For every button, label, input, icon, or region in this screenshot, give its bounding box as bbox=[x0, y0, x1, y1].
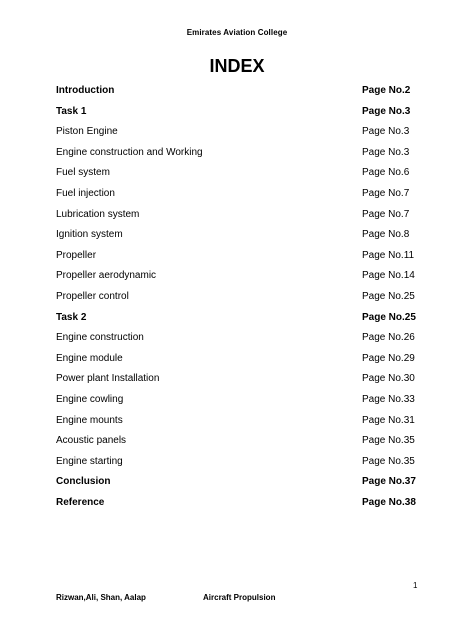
index-entry-page: Page No.37 bbox=[362, 476, 416, 488]
index-entry bbox=[56, 208, 426, 229]
index-entry-label: Engine construction bbox=[56, 332, 144, 344]
index-entry-page: Page No.3 bbox=[362, 146, 410, 158]
index-entry-page: Page No.38 bbox=[362, 496, 416, 508]
index-entry-page: Page No.25 bbox=[362, 290, 415, 302]
index-entry-label: Propeller bbox=[56, 249, 97, 261]
index-entry-label: Engine module bbox=[56, 352, 123, 364]
index-entry-label: Propeller control bbox=[56, 290, 129, 302]
index-entry-page: Page No.8 bbox=[362, 229, 410, 241]
page-number: 1 bbox=[413, 581, 418, 590]
index-entry-page: Page No.3 bbox=[362, 126, 410, 138]
index-entry-page: Page No.2 bbox=[362, 85, 411, 96]
index-entry-page: Page No.26 bbox=[362, 332, 415, 344]
index-entry-label: Lubrication system bbox=[56, 208, 140, 220]
index-entry bbox=[56, 125, 426, 146]
index-entry-label: Power plant Installation bbox=[56, 373, 160, 385]
index-entry bbox=[56, 249, 426, 270]
document-header: Emirates Aviation College bbox=[186, 28, 288, 37]
index-entry bbox=[56, 352, 426, 373]
index-entry-label: Acoustic panels bbox=[56, 435, 127, 447]
footer-authors: Rizwan,Ali, Shan, Aalap bbox=[56, 593, 146, 602]
index-entry bbox=[56, 455, 426, 476]
index-entry bbox=[56, 105, 426, 126]
index-entry-page: Page No.29 bbox=[362, 352, 415, 364]
index-entry-page: Page No.35 bbox=[362, 435, 415, 447]
footer-subject: Aircraft Propulsion bbox=[203, 593, 276, 602]
index-entry bbox=[56, 228, 426, 249]
index-entry bbox=[56, 290, 426, 311]
index-entry-label: Fuel injection bbox=[56, 187, 115, 199]
page-title: INDEX bbox=[209, 56, 265, 76]
index-entry-label: Engine mounts bbox=[56, 414, 123, 426]
index-entry bbox=[56, 475, 426, 496]
index-entry bbox=[56, 393, 426, 414]
index-entry-label: Task 1 bbox=[56, 105, 87, 117]
index-entry-page: Page No.25 bbox=[362, 311, 416, 323]
index-entry-label: Introduction bbox=[56, 85, 115, 96]
index-entry-page: Page No.7 bbox=[362, 187, 410, 199]
index-entry-label: Propeller aerodynamic bbox=[56, 270, 157, 282]
index-entry bbox=[56, 146, 426, 167]
index-entry bbox=[56, 434, 426, 455]
index-entry-page: Page No.6 bbox=[362, 167, 410, 179]
index-entry-page: Page No.14 bbox=[362, 270, 415, 282]
index-entry bbox=[56, 269, 426, 290]
index-entry-label: Ignition system bbox=[56, 229, 123, 241]
index-entry bbox=[56, 84, 426, 105]
index-entry-page: Page No.3 bbox=[362, 105, 411, 117]
index-entry-page: Page No.7 bbox=[362, 208, 410, 220]
index-entry bbox=[56, 496, 426, 517]
index-entry-label: Task 2 bbox=[56, 311, 87, 323]
index-entry-label: Engine construction and Working bbox=[56, 146, 203, 158]
index-entry bbox=[56, 187, 426, 208]
index-entry-page: Page No.31 bbox=[362, 414, 415, 426]
index-entry bbox=[56, 331, 426, 352]
index-entry bbox=[56, 372, 426, 393]
index-entry-page: Page No.11 bbox=[362, 249, 415, 261]
index-entry-label: Engine starting bbox=[56, 455, 123, 467]
index-entry bbox=[56, 414, 426, 435]
index-list bbox=[56, 84, 426, 516]
index-entry-label: Piston Engine bbox=[56, 126, 118, 138]
index-entry-page: Page No.33 bbox=[362, 393, 415, 405]
index-entry-page: Page No.30 bbox=[362, 373, 415, 385]
index-entry-label: Fuel system bbox=[56, 167, 110, 179]
index-entry bbox=[56, 166, 426, 187]
index-entry bbox=[56, 311, 426, 332]
index-entry-label: Reference bbox=[56, 496, 105, 508]
index-entry-page: Page No.35 bbox=[362, 455, 415, 467]
index-entry-label: Conclusion bbox=[56, 476, 111, 488]
index-entry-label: Engine cowling bbox=[56, 393, 124, 405]
